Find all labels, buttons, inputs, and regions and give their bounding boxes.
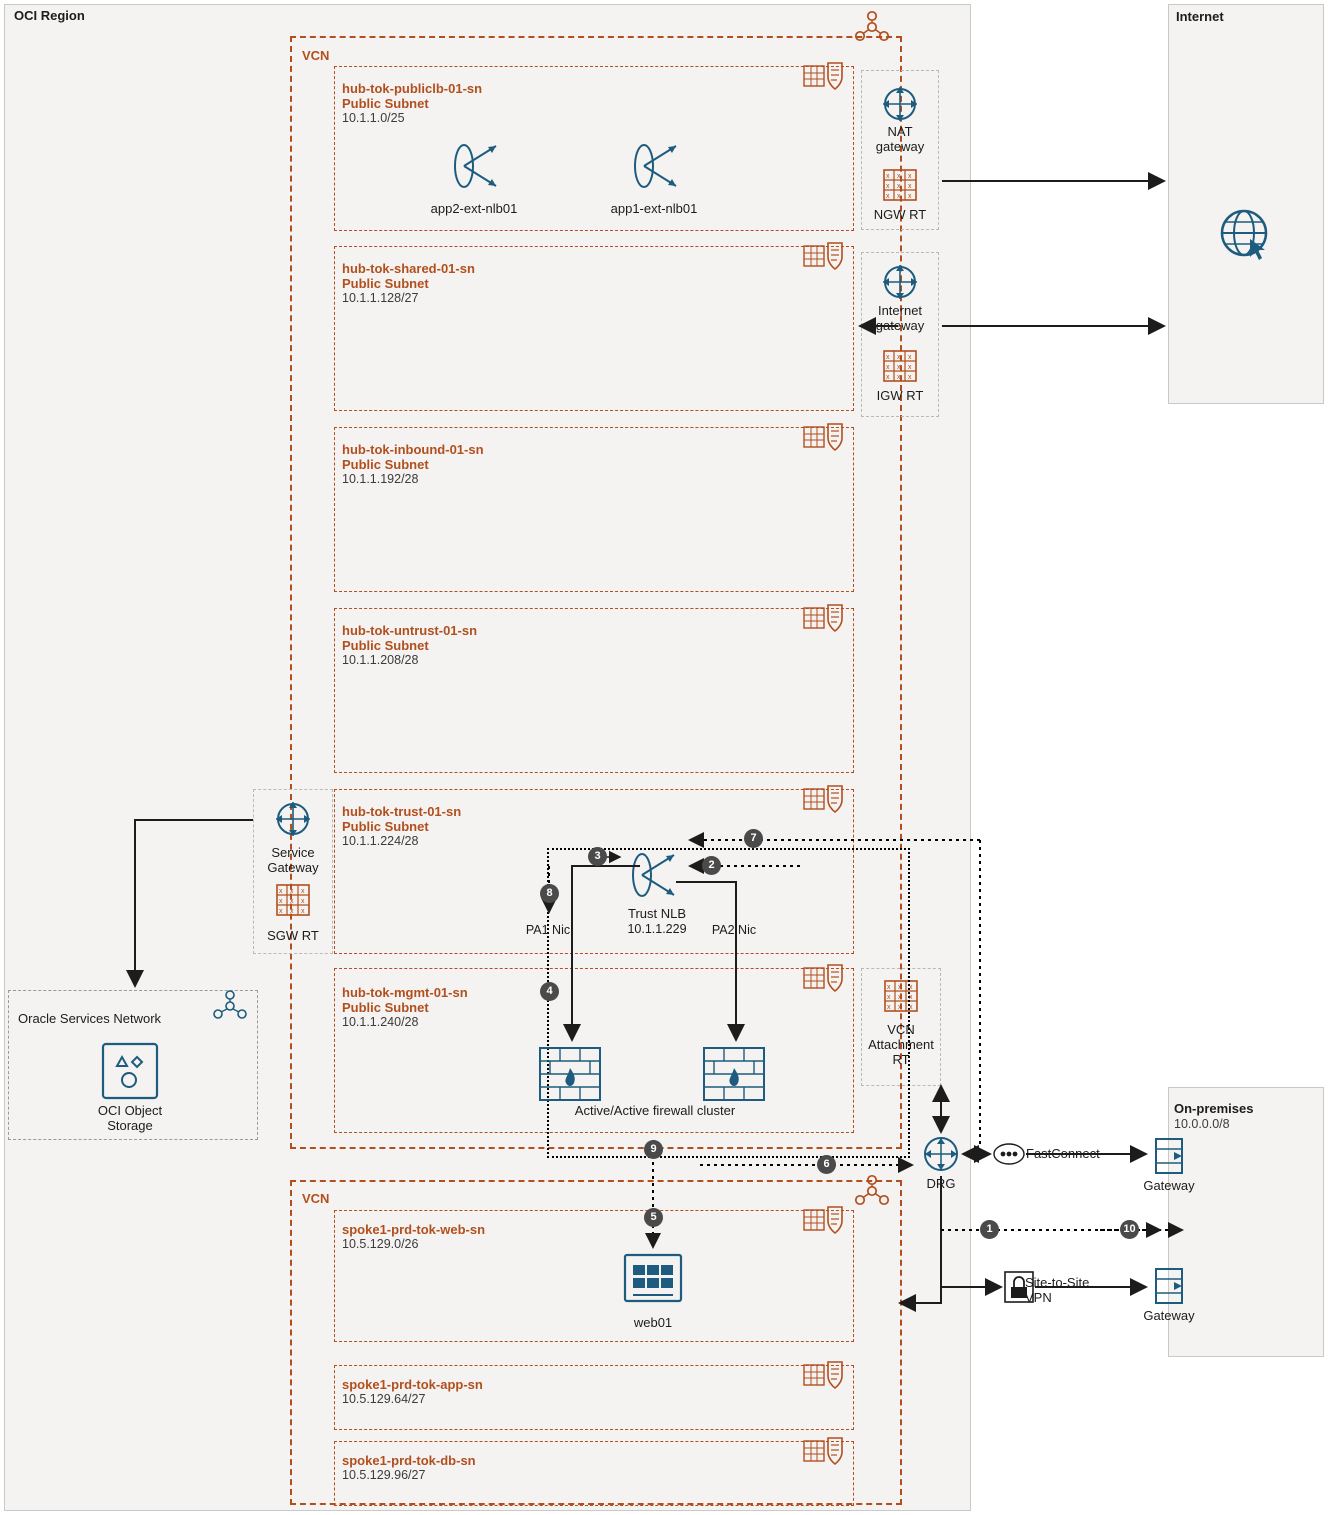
oci-region-label: OCI Region (14, 8, 85, 23)
subnet-shared-cidr: 10.1.1.128/27 (342, 291, 419, 305)
on-premises-label: On-premises (1174, 1101, 1254, 1116)
svg-text:x: x (290, 898, 294, 905)
subnet-shared-type: Public Subnet (342, 276, 429, 291)
subnet-web-cidr: 10.5.129.0/26 (342, 1237, 419, 1251)
sgw-rt-label: SGW RT (267, 928, 319, 943)
subnet-db-cidr: 10.5.129.96/27 (342, 1468, 426, 1482)
svg-text:x: x (290, 888, 294, 895)
flow-badge-4: 4 (540, 982, 559, 1001)
svg-text:x: x (887, 994, 891, 1001)
svg-text:x: x (908, 374, 912, 381)
svg-text:x: x (886, 173, 890, 180)
subnet-mgmt-type: Public Subnet (342, 1000, 429, 1015)
onprem-gateway-bottom-label: Gateway (1143, 1308, 1195, 1323)
ngw-rt-label: NGW RT (873, 207, 927, 222)
subnet-publiclb-type: Public Subnet (342, 96, 429, 111)
subnet-inbound-type: Public Subnet (342, 457, 429, 472)
on-premises-cidr: 10.0.0.0/8 (1174, 1117, 1230, 1131)
svg-text:x: x (886, 354, 890, 361)
svg-text:x: x (897, 173, 901, 180)
trust-nlb-label: Trust NLB (627, 906, 687, 921)
svg-text:x: x (898, 984, 902, 991)
web01-label: web01 (633, 1315, 673, 1330)
flow-badge-5: 5 (644, 1208, 663, 1227)
vcn-attachment-rt-label: VCN Attachment RT (868, 1022, 934, 1067)
flow-badge-9: 9 (644, 1140, 663, 1159)
subnet-trust-type: Public Subnet (342, 819, 429, 834)
svg-text:x: x (897, 193, 901, 200)
flow-badge-6: 6 (817, 1155, 836, 1174)
svg-text:x: x (908, 173, 912, 180)
subnet-untrust-cidr: 10.1.1.208/28 (342, 653, 419, 667)
svg-text:x: x (886, 183, 890, 190)
firewall-cluster-label: Active/Active firewall cluster (574, 1103, 736, 1118)
svg-text:x: x (290, 908, 294, 915)
site-to-site-vpn-label: Site-to-Site VPN (1025, 1275, 1090, 1305)
svg-text:x: x (898, 1004, 902, 1011)
subnet-inbound-name: hub-tok-inbound-01-sn (342, 442, 484, 457)
hub-vcn-label: VCN (302, 48, 330, 63)
svg-text:x: x (908, 364, 912, 371)
service-gateway-label: Service Gateway (267, 845, 319, 875)
flow-badge-8: 8 (540, 884, 559, 903)
object-storage-label: OCI Object Storage (97, 1103, 163, 1133)
trust-nlb-ip: 10.1.1.229 (627, 922, 687, 936)
oracle-services-network-label: Oracle Services Network (18, 1011, 162, 1026)
flow-badge-2: 2 (702, 856, 721, 875)
svg-text:x: x (898, 994, 902, 1001)
svg-text:x: x (908, 183, 912, 190)
svg-text:x: x (301, 888, 305, 895)
spoke-vcn-label: VCN (302, 1191, 330, 1206)
pa2-nic-label: PA2 Nic (711, 923, 757, 937)
subnet-inbound-cidr: 10.1.1.192/28 (342, 472, 419, 486)
svg-text:x: x (897, 364, 901, 371)
svg-text:x: x (301, 898, 305, 905)
igw-rt-label: IGW RT (876, 388, 924, 403)
flow-badge-10: 10 (1120, 1220, 1139, 1239)
svg-text:x: x (909, 1004, 913, 1011)
fastconnect-label: FastConnect (1026, 1146, 1100, 1161)
svg-text:x: x (909, 984, 913, 991)
svg-text:x: x (279, 888, 283, 895)
svg-text:x: x (886, 364, 890, 371)
internet-label: Internet (1176, 9, 1224, 24)
subnet-trust-cidr: 10.1.1.224/28 (342, 834, 419, 848)
svg-text:x: x (897, 374, 901, 381)
internet-gateway-label: Internet gateway (875, 303, 925, 333)
svg-text:x: x (886, 374, 890, 381)
flow-badge-3: 3 (588, 847, 607, 866)
svg-text:x: x (887, 1004, 891, 1011)
subnet-mgmt-cidr: 10.1.1.240/28 (342, 1015, 419, 1029)
svg-text:x: x (887, 984, 891, 991)
subnet-app-cidr: 10.5.129.64/27 (342, 1392, 426, 1406)
svg-text:x: x (908, 193, 912, 200)
subnet-app-name: spoke1-prd-tok-app-sn (342, 1377, 483, 1392)
svg-text:x: x (301, 908, 305, 915)
subnet-shared-name: hub-tok-shared-01-sn (342, 261, 475, 276)
svg-text:x: x (279, 898, 283, 905)
nat-gateway-label: NAT gateway (875, 124, 925, 154)
flow-badge-7: 7 (744, 829, 763, 848)
subnet-publiclb-name: hub-tok-publiclb-01-sn (342, 81, 483, 96)
subnet-mgmt-name: hub-tok-mgmt-01-sn (342, 985, 468, 1000)
subnet-db-name: spoke1-prd-tok-db-sn (342, 1453, 476, 1468)
pa1-nic-label: PA1 Nic (525, 923, 571, 937)
drg-label: DRG (926, 1176, 956, 1191)
svg-text:x: x (909, 994, 913, 1001)
subnet-trust-name: hub-tok-trust-01-sn (342, 804, 462, 819)
svg-text:x: x (279, 908, 283, 915)
app1-ext-nlb01-label: app1-ext-nlb01 (610, 201, 698, 216)
svg-text:x: x (897, 354, 901, 361)
subnet-untrust-type: Public Subnet (342, 638, 429, 653)
svg-text:x: x (886, 193, 890, 200)
onprem-gateway-top-label: Gateway (1143, 1178, 1195, 1193)
app2-ext-nlb01-label: app2-ext-nlb01 (430, 201, 518, 216)
subnet-untrust-name: hub-tok-untrust-01-sn (342, 623, 478, 638)
flow-badge-1: 1 (980, 1220, 999, 1239)
svg-text:x: x (908, 354, 912, 361)
subnet-web-name: spoke1-prd-tok-web-sn (342, 1222, 486, 1237)
subnet-publiclb-cidr: 10.1.1.0/25 (342, 111, 405, 125)
svg-text:x: x (897, 183, 901, 190)
